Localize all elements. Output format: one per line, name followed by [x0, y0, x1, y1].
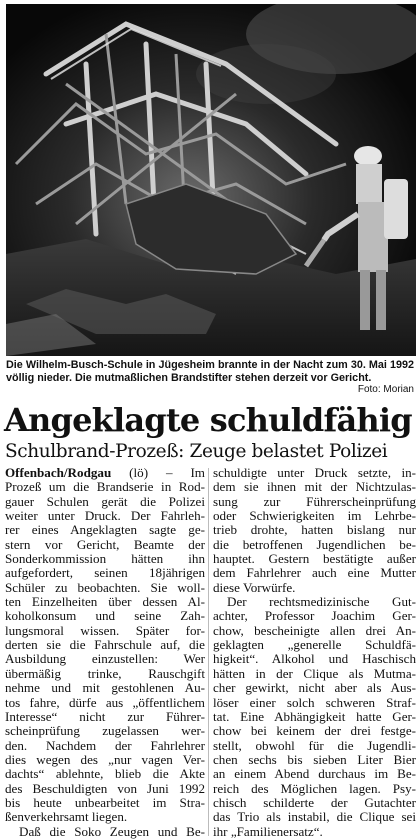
article-line: an einem Abend durchaus im Be-	[213, 766, 416, 782]
article-line: Sonderkommission hätten ihn	[5, 551, 205, 567]
article-line: die betroffenen Jugendlichen be-	[213, 536, 416, 552]
article-line: löser einer solch schweren Straf-	[213, 694, 416, 710]
article-line: hauptet. Gestern bestätigte außer	[213, 551, 416, 567]
article-line: geklagten „generelle Schuldfä-	[213, 637, 416, 653]
article-line: tos fahre, dürfe aus „öffentlichem	[5, 694, 205, 710]
article-line: chen sechs bis sieben Liter Bier	[213, 751, 416, 767]
article-line: bis heute unbearbeitet im Stra-	[5, 794, 205, 810]
article-line: reich des Möglichen lagen. Psy-	[213, 780, 416, 796]
article-line: Interesse“ nicht zur Führer-	[5, 708, 205, 724]
article-line: ßenverkehrsamt liegen.	[5, 809, 128, 825]
article-line: chow, bescheinigte allen drei An-	[213, 622, 416, 638]
article-line: derten sie die Fahrschule auf, die	[5, 637, 205, 653]
article-line: dem sie ihnen mit der Nichtzulas-	[213, 479, 416, 495]
column-divider	[208, 468, 209, 836]
article-line: dem Fahrlehrer auch eine Mutter	[213, 565, 416, 581]
article-line: Schüler zu beobachten. Sie woll-	[5, 579, 205, 595]
subheadline: Schulbrand-Prozeß: Zeuge belastet Polizei	[5, 441, 388, 462]
photo-credit: Foto: Morian	[357, 384, 414, 395]
article-line: gauer Schulen gerät die Polizei	[5, 493, 205, 509]
article-line: Daß die Soko Zeugen und Be-	[19, 823, 205, 839]
article-line: ten Einzelheiten über dessen Al-	[5, 594, 205, 610]
article-line: stern vor Gericht, Beamte der	[5, 536, 205, 552]
article-line: koholkonsum und seine Zah-	[5, 608, 205, 624]
article-line: übermäßig trinke, Rauschgift	[5, 665, 205, 681]
article-line: chisch schilderte der Gutachter	[213, 794, 416, 810]
article-line-text: (lö) – Im	[111, 465, 205, 480]
article-line: schuldigte unter Druck setzte, in-	[213, 465, 416, 480]
article-column-left	[5, 466, 205, 839]
article-line: des Beschuldigten von Juni 1992	[5, 780, 205, 796]
article-line: hätten in der Clique als Mutma-	[213, 665, 416, 681]
article-line	[5, 466, 205, 480]
photo-graphic	[6, 4, 416, 356]
article-line: aufgefordert, seinen 18jährigen	[5, 565, 205, 581]
caption-text: Die Wilhelm-Busch-Schule in Jügesheim brannte in der Nacht zum 30. Mai 1992 völlig nieder. Die mutmaßlichen Brandstifter stehen derzeit vor Gericht.	[6, 359, 414, 384]
article-line: diese Vorwürfe.	[213, 579, 296, 595]
article-line: ihr „Familienersatz“.	[213, 823, 323, 839]
article-line: trieb drohte, hatten bislang nur	[213, 522, 416, 538]
article-line: lungsmoral wissen. Später for-	[5, 622, 205, 638]
article-line: cher gewirkt, nicht aber als Aus-	[213, 680, 416, 696]
photo-caption	[6, 359, 414, 397]
article-line: achter, Professor Joachim Ger-	[213, 608, 416, 624]
article-line: chow bei keinem der drei festge-	[213, 723, 416, 739]
article-line: dachts“ ablehnte, blieb die Akte	[5, 766, 205, 782]
article-line: den. Nachdem der Fahrlehrer	[5, 737, 205, 753]
article-line: Ausbildung einzustellen: Wer	[5, 651, 205, 667]
article-line: nehme und mit gestohlenen Au-	[5, 680, 205, 696]
article-line: tat. Eine Abhängigkeit hatte Ger-	[213, 708, 416, 724]
article-line: Prozeß um die Brandserie in Rod-	[5, 479, 205, 495]
article-line: oder Schwierigkeiten im Lehrbe-	[213, 508, 416, 524]
article-line: higkeit“. Alkohol und Haschisch	[213, 651, 416, 667]
headline: Angeklagte schuldfähig	[4, 401, 412, 439]
article-line: weiter unter Druck. Der Fahrleh-	[5, 508, 205, 524]
article-line: Der rechtsmedizinische Gut-	[227, 594, 416, 610]
article-column-right	[213, 466, 416, 839]
article-line: stellt, obwohl für die Jugendli-	[213, 737, 416, 753]
article-line: das Trio als instabil, die Clique sei	[213, 809, 416, 825]
dateline: Offenbach/Rodgau	[5, 465, 112, 480]
article-line: rer eines Angeklagten sagte ge-	[5, 522, 205, 538]
article-line: dies wegen des „nur vagen Ver-	[5, 751, 205, 767]
article-line: scheinprüfung zugelassen wer-	[5, 723, 205, 739]
article-line: sung zur Führerscheinprüfung	[213, 493, 416, 509]
fire-ruins-photo	[6, 4, 416, 356]
